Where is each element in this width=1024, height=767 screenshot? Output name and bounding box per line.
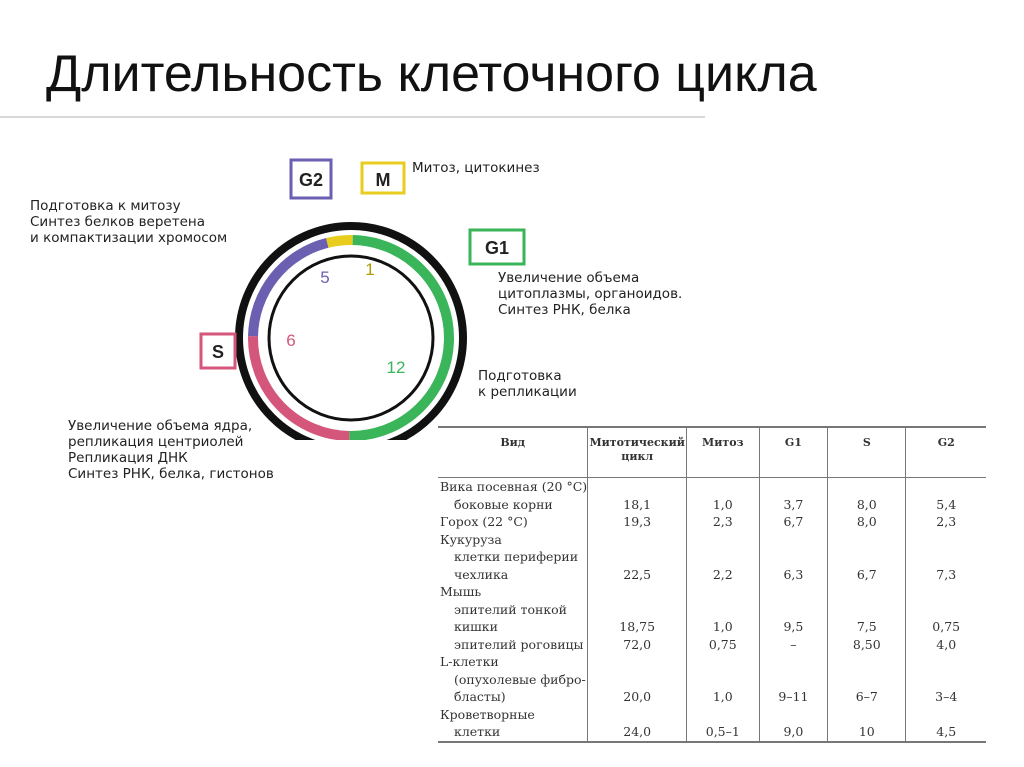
note-g2: Подготовка к митозу Синтез белков веретена и компактизации хромосом xyxy=(30,198,228,246)
species-name-line: эпителий роговицы xyxy=(454,636,584,652)
note-g1: Увеличение объема цитоплазмы, органоидов. Синтез РНК, белка xyxy=(498,270,683,318)
value-g1: 6,7 xyxy=(759,513,827,531)
table-body xyxy=(438,478,986,742)
species-name-line: Кукуруза xyxy=(440,531,502,547)
value-s: 7,5 xyxy=(828,583,906,636)
species-name-line: бласты) xyxy=(454,689,506,704)
species-cell xyxy=(438,636,588,654)
value-mitosis: 2,3 xyxy=(686,513,759,531)
header-mitotic-cycle: Митотический цикл xyxy=(588,427,686,478)
species-name-line: Горох (22 °С) xyxy=(440,514,528,529)
arc-g2 xyxy=(253,243,330,336)
note-g1-end: Подготовка к репликации xyxy=(478,368,577,400)
value-mitotic-cycle: 19,3 xyxy=(588,513,686,531)
value-g1: 3,7 xyxy=(759,478,827,514)
header-mitosis: Митоз xyxy=(686,427,759,478)
value-mitosis: 1,0 xyxy=(686,583,759,636)
header-species: Вид xyxy=(438,427,588,478)
species-name-line: эпителий тонкой xyxy=(454,601,567,617)
value-mitosis: 0,5–1 xyxy=(686,706,759,742)
table-row xyxy=(438,636,986,654)
value-g1: 9,0 xyxy=(759,706,827,742)
cycle-duration-table xyxy=(438,426,986,743)
value-mitotic-cycle: 18,75 xyxy=(588,583,686,636)
note-s: Увеличение объема ядра, репликация центриолей Репликация ДНК Синтез РНК, белка, гистонов xyxy=(68,418,274,482)
value-mitotic-cycle: 18,1 xyxy=(588,478,686,514)
header-g2: G2 xyxy=(906,427,986,478)
value-mitosis: 1,0 xyxy=(686,653,759,706)
value-g1: 6,3 xyxy=(759,531,827,584)
species-name-line: клетки xyxy=(454,724,501,739)
table-row xyxy=(438,478,986,514)
value-g1: 9–11 xyxy=(759,653,827,706)
value-s: 6–7 xyxy=(828,653,906,706)
table-row xyxy=(438,706,986,742)
value-mitotic-cycle: 72,0 xyxy=(588,636,686,654)
value-mitosis: 2,2 xyxy=(686,531,759,584)
value-mitotic-cycle: 24,0 xyxy=(588,706,686,742)
value-g2: 5,4 xyxy=(906,478,986,514)
duration-m: 1 xyxy=(365,260,375,279)
species-name-line: (опухолевые фибро- xyxy=(454,671,586,687)
value-mitotic-cycle: 22,5 xyxy=(588,531,686,584)
value-g2: 4,0 xyxy=(906,636,986,654)
label-g2: G2 xyxy=(298,170,324,190)
label-g1: G1 xyxy=(484,238,510,258)
species-cell xyxy=(438,706,588,742)
value-s: 10 xyxy=(828,706,906,742)
value-g2: 4,5 xyxy=(906,706,986,742)
page-title: Длительность клеточного цикла xyxy=(46,45,817,103)
value-g2: 2,3 xyxy=(906,513,986,531)
label-s: S xyxy=(211,342,225,362)
species-name-line: L-клетки xyxy=(440,654,499,669)
value-g2: 0,75 xyxy=(906,583,986,636)
table-row xyxy=(438,653,986,706)
header-s: S xyxy=(828,427,906,478)
value-s: 8,50 xyxy=(828,636,906,654)
value-g1: – xyxy=(759,636,827,654)
species-name-line: Мышь xyxy=(440,584,482,599)
outer-ring xyxy=(239,226,463,440)
table-row xyxy=(438,513,986,531)
table-row xyxy=(438,531,986,584)
species-name-line: Вика посевная (20 °С) xyxy=(440,479,588,494)
species-cell xyxy=(438,653,588,706)
duration-g1: 12 xyxy=(386,358,406,377)
value-mitotic-cycle: 20,0 xyxy=(588,653,686,706)
value-g2: 3–4 xyxy=(906,653,986,706)
species-name-line: клетки периферии xyxy=(454,549,579,564)
species-cell xyxy=(438,583,588,636)
species-cell xyxy=(438,531,588,584)
species-cell xyxy=(438,513,588,531)
value-s: 6,7 xyxy=(828,531,906,584)
value-s: 8,0 xyxy=(828,478,906,514)
species-name-line: чехлика xyxy=(454,566,509,582)
species-name-line: боковые корни xyxy=(454,496,553,512)
species-name-line: кишки xyxy=(454,619,498,634)
cycle-duration-table-container xyxy=(438,426,986,743)
table-header-row xyxy=(438,427,986,478)
value-g2: 7,3 xyxy=(906,531,986,584)
value-mitosis: 1,0 xyxy=(686,478,759,514)
value-g1: 9,5 xyxy=(759,583,827,636)
header-g1: G1 xyxy=(759,427,827,478)
note-m: Митоз, цитокинез xyxy=(412,160,540,176)
duration-g2: 5 xyxy=(320,268,330,287)
duration-s: 6 xyxy=(286,331,296,350)
value-s: 8,0 xyxy=(828,513,906,531)
species-cell xyxy=(438,478,588,514)
label-m: M xyxy=(375,170,391,190)
value-mitosis: 0,75 xyxy=(686,636,759,654)
arc-m xyxy=(327,240,352,243)
species-name-line: Кроветворные xyxy=(440,706,535,722)
table-row xyxy=(438,583,986,636)
